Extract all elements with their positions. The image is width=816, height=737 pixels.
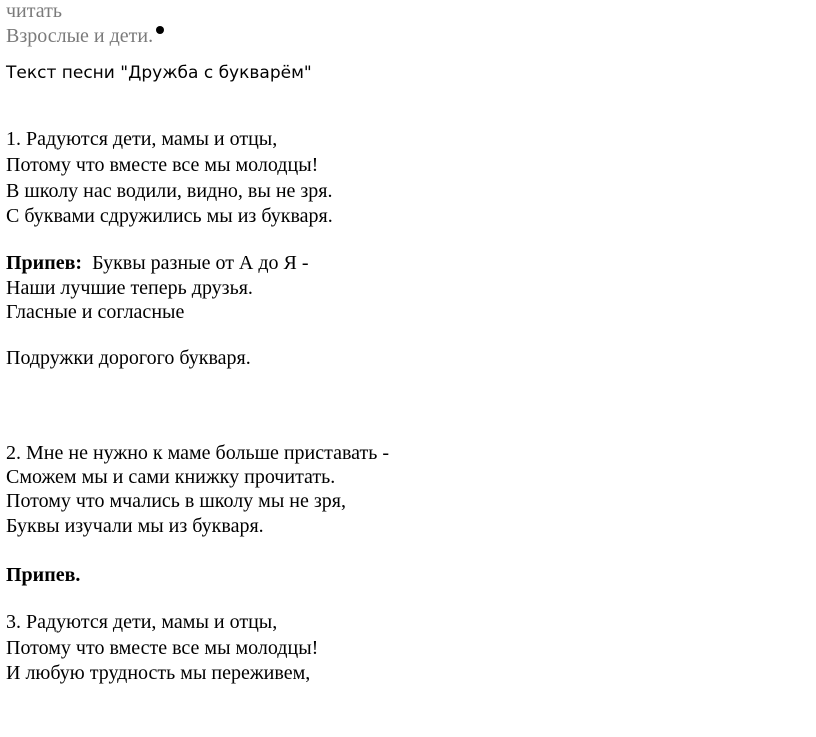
verse1-line-3: В школу нас водили, видно, вы не зря. [6,180,333,202]
chorus-first-text: Буквы разные от А до Я - [92,252,309,274]
verse2-line-4: Буквы изучали мы из букваря. [6,515,264,537]
header-subtitle [6,25,164,48]
bullet-icon [156,26,164,34]
chorus-label: Припев: [6,252,83,274]
verse3-line-3: И любую трудность мы переживем, [6,662,311,684]
verse1-line-2: Потому что вместе все мы молодцы! [6,154,319,176]
verse2-line-3: Потому что мчались в школу мы не зря, [6,490,346,512]
verse2-line-2: Сможем мы и сами книжку прочитать. [6,466,336,488]
verse2-line-1: 2. Мне не нужно к маме больше приставать - [6,442,390,464]
header-link-read[interactable]: читать [6,0,62,22]
verse1-line-1: 1. Радуются дети, мамы и отцы, [6,128,278,150]
chorus-line-1 [6,252,309,275]
chorus-line-4: Подружки дорогого букваря. [6,347,251,369]
verse3-line-2: Потому что вместе все мы молодцы! [6,637,319,659]
header-subtitle-text: Взрослые и дети. [6,25,154,47]
song-title: Текст песни "Дружба с букварём" [6,63,312,83]
chorus-line-2: Наши лучшие теперь друзья. [6,277,253,299]
verse1-line-4: С буквами сдружились мы из букваря. [6,205,333,227]
chorus-line-3: Гласные и согласные [6,301,185,323]
verse3-line-1: 3. Радуются дети, мамы и отцы, [6,611,278,633]
chorus-repeat: Припев. [6,564,81,586]
